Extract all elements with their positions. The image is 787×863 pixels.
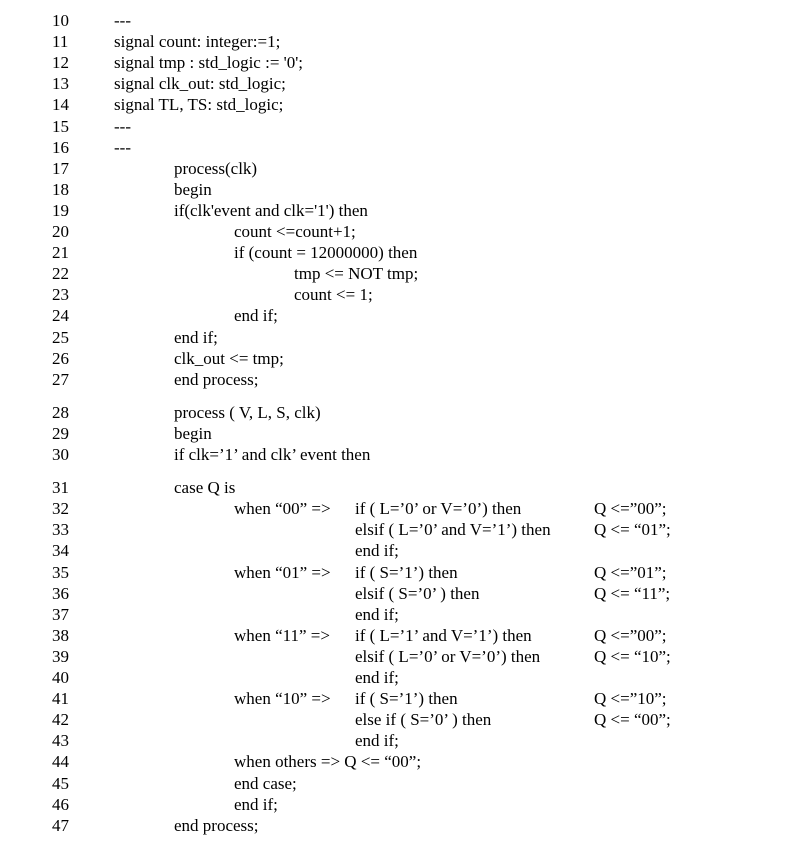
line-number: 23 [52, 285, 69, 305]
code-line [0, 31, 787, 52]
code-text: end if; [355, 668, 399, 687]
code-text: Q <=”01”; [594, 562, 667, 582]
code-text: clk_out <= tmp; [174, 348, 284, 368]
line-number: 19 [52, 200, 69, 220]
code-text: if (count = 12000000) then [234, 243, 418, 263]
code-text: elsif ( L=’0’ and V=’1’) then [355, 520, 551, 540]
line-number: 39 [52, 646, 69, 666]
line-number: 12 [52, 53, 69, 73]
code-text: Q <=”00”; [594, 499, 667, 519]
line-number: 31 [52, 478, 69, 498]
code-line [0, 730, 787, 751]
code-line [0, 10, 787, 31]
code-line [0, 688, 787, 709]
line-number: 26 [52, 348, 69, 368]
line-number: 46 [52, 794, 69, 814]
code-text: end if; [234, 794, 278, 814]
code-line [0, 604, 787, 625]
line-number: 37 [52, 604, 69, 624]
code-line [0, 369, 787, 390]
line-number: 36 [52, 583, 69, 603]
code-text: --- [114, 116, 131, 136]
code-line [0, 327, 787, 348]
line-number: 29 [52, 423, 69, 443]
line-number: 43 [52, 731, 69, 751]
line-number: 15 [52, 116, 69, 136]
code-text: --- [114, 11, 131, 30]
code-text: when others => Q <= “00”; [234, 752, 422, 772]
code-line [0, 402, 787, 423]
code-text: count <=count+1; [234, 222, 356, 241]
code-line [0, 221, 787, 242]
line-number: 28 [52, 402, 69, 422]
code-line [0, 794, 787, 815]
line-number: 27 [52, 369, 69, 389]
code-text: count <= 1; [294, 285, 373, 305]
line-number: 18 [52, 179, 69, 199]
code-text: Q <= “10”; [594, 646, 671, 666]
code-text: end if; [174, 327, 218, 347]
code-text: if ( L=’0’ or V=’0’) then [355, 499, 522, 519]
code-text: if clk=’1’ and clk’ event then [174, 445, 371, 464]
code-line [0, 498, 787, 519]
line-number: 41 [52, 689, 69, 709]
code-text: signal TL, TS: std_logic; [114, 95, 284, 115]
line-number: 10 [52, 11, 69, 30]
code-line [0, 158, 787, 179]
code-line [0, 667, 787, 688]
code-text: begin [174, 423, 212, 443]
code-line [0, 200, 787, 221]
code-line [0, 263, 787, 284]
code-text: when “10” => [234, 689, 331, 709]
line-number: 17 [52, 158, 69, 178]
code-text: end if; [355, 541, 399, 561]
code-text: signal tmp : std_logic := '0'; [114, 53, 304, 73]
code-line [0, 583, 787, 604]
code-line [0, 73, 787, 94]
line-number: 38 [52, 625, 69, 645]
code-line [0, 625, 787, 646]
code-text: process(clk) [174, 158, 258, 178]
code-line [0, 540, 787, 561]
code-line [0, 137, 787, 158]
code-text: Q <=”10”; [594, 689, 667, 709]
code-line [0, 284, 787, 305]
code-text: if(clk'event and clk='1') then [174, 200, 368, 220]
code-line [0, 519, 787, 540]
code-text: case Q is [174, 478, 236, 498]
code-line [0, 242, 787, 263]
code-text: begin [174, 179, 212, 199]
code-text: --- [114, 137, 131, 157]
code-line [0, 94, 787, 115]
line-number: 25 [52, 327, 69, 347]
code-line [0, 709, 787, 730]
line-number: 11 [52, 32, 69, 52]
code-text: when “01” => [234, 562, 331, 582]
code-text: if ( S=’1’) then [355, 562, 458, 582]
code-text: end process; [174, 815, 259, 835]
line-number: 44 [52, 752, 69, 772]
code-text: when “00” => [234, 499, 331, 519]
code-line [0, 348, 787, 369]
code-text: when “11” => [234, 625, 330, 645]
code-line [0, 751, 787, 772]
line-number: 24 [52, 306, 69, 326]
line-number: 33 [52, 520, 69, 540]
code-text: elsif ( L=’0’ or V=’0’) then [355, 646, 541, 666]
line-number: 34 [52, 541, 69, 561]
code-line [0, 179, 787, 200]
code-text: signal count: integer:=1; [114, 32, 281, 52]
code-line [0, 562, 787, 583]
code-line [0, 477, 787, 498]
line-number: 32 [52, 499, 69, 519]
code-text: tmp <= NOT tmp; [294, 264, 419, 284]
line-number: 40 [52, 668, 69, 687]
code-text: end process; [174, 369, 259, 389]
code-text: if ( L=’1’ and V=’1’) then [355, 625, 532, 645]
line-number: 30 [52, 445, 69, 464]
code-line [0, 305, 787, 326]
code-text: Q <= “01”; [594, 520, 671, 540]
code-text: Q <= “11”; [594, 583, 671, 603]
line-number: 45 [52, 773, 69, 793]
code-line [0, 646, 787, 667]
code-text: process ( V, L, S, clk) [174, 402, 321, 422]
line-number: 14 [52, 95, 69, 115]
code-text: signal clk_out: std_logic; [114, 74, 286, 94]
code-text: if ( S=’1’) then [355, 689, 458, 709]
code-text: Q <= “00”; [594, 710, 671, 730]
code-text: elsif ( S=’0’ ) then [355, 583, 480, 603]
code-text: else if ( S=’0’ ) then [355, 710, 492, 730]
code-text: end if; [355, 604, 399, 624]
line-number: 35 [52, 562, 69, 582]
line-number: 21 [52, 243, 69, 263]
line-number: 22 [52, 264, 69, 284]
code-line [0, 423, 787, 444]
line-number: 16 [52, 137, 69, 157]
code-line [0, 444, 787, 465]
code-text: end case; [234, 773, 297, 793]
line-number: 20 [52, 222, 69, 241]
code-line [0, 773, 787, 794]
code-text: end if; [355, 731, 399, 751]
code-text: Q <=”00”; [594, 625, 667, 645]
line-number: 47 [52, 815, 69, 835]
line-number: 13 [52, 74, 69, 94]
code-line [0, 116, 787, 137]
code-line [0, 52, 787, 73]
line-number: 42 [52, 710, 69, 730]
code-text: end if; [234, 306, 278, 326]
code-line [0, 815, 787, 836]
